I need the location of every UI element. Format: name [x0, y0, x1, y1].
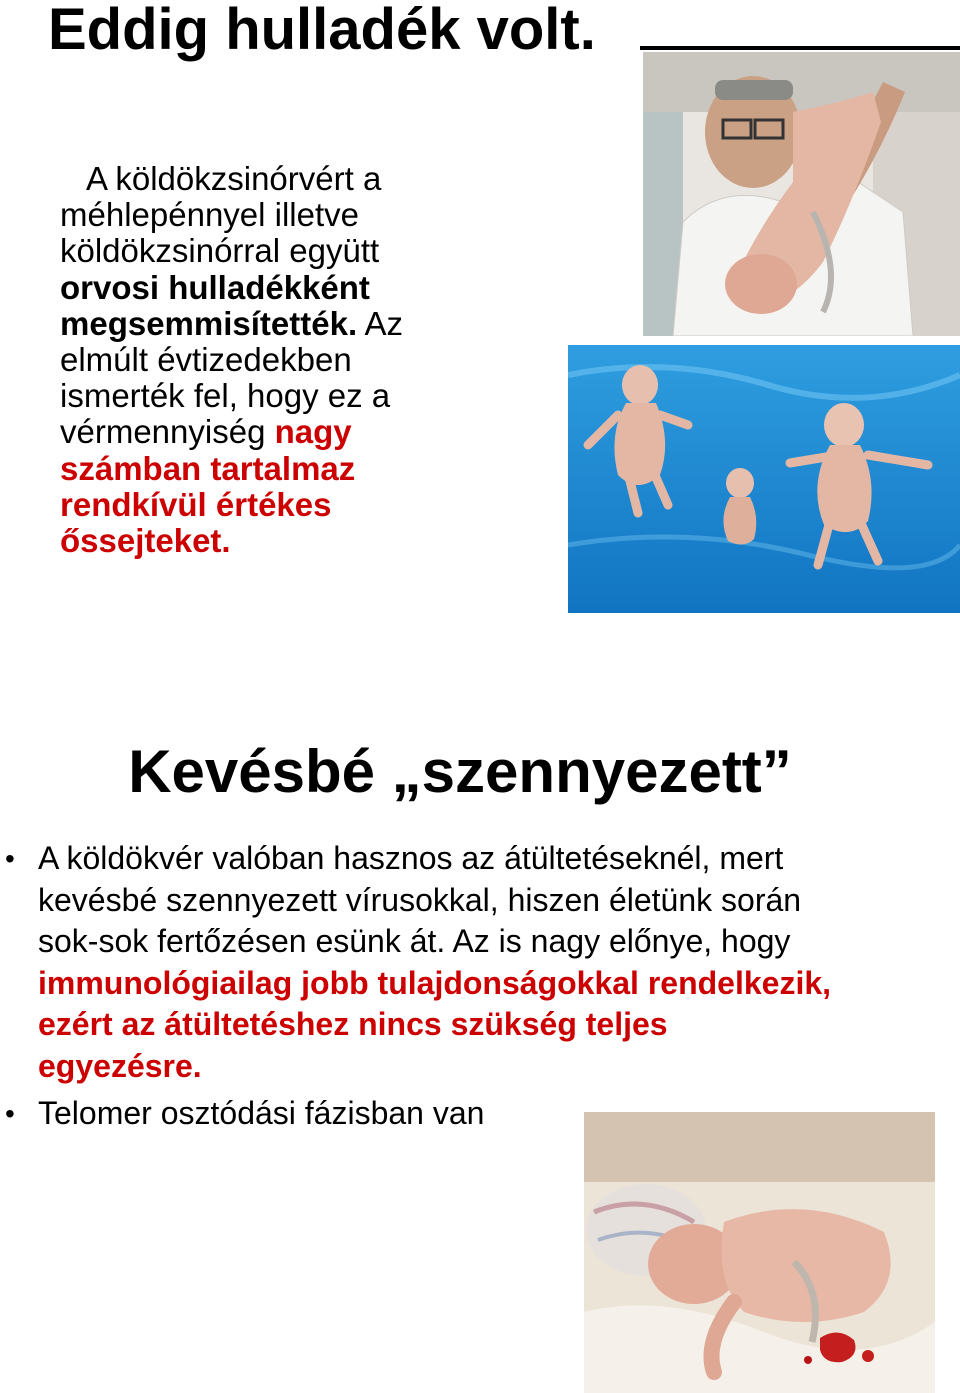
- photo-babies-underwater: [568, 345, 960, 613]
- list-item: [0, 838, 840, 1087]
- intro-text-1: A köldökzsinórvért a méhlepénnyel illetve köldökzsinórral együtt: [60, 160, 382, 270]
- bullet-icon: •: [5, 843, 15, 874]
- intro-bold-text: orvosi hulladékként megsemmisítették.: [60, 268, 370, 342]
- section-heading: Kevésbé „szennyezett”: [128, 738, 792, 805]
- intro-text-2: Az elmúlt évtizedekben ismerték fel, hogy ez a vérmennyiség: [60, 304, 403, 451]
- bullet-text: A köldökvér valóban hasznos az átültetéseknél, mert kevésbé szennyezett vírusokkal, hiszen életünk során sok-sok fertőzésen esünk át. Az is nagy előnye, hogy: [38, 840, 802, 959]
- page-title: Eddig hulladék volt.: [48, 0, 596, 62]
- photo-man-holding-newborn: [643, 52, 960, 336]
- title-divider: [640, 46, 960, 50]
- bullet-highlight-text: immunológiailag jobb tulajdonságokkal rendelkezik, ezért az átültetéshez nincs szükség teljes egyezésre.: [38, 964, 832, 1084]
- bullet-icon: •: [5, 1098, 15, 1129]
- bullet-list: [0, 838, 840, 1135]
- photo-newborn-on-blanket: [584, 1112, 935, 1393]
- intro-paragraph: [60, 161, 470, 559]
- bullet-text: Telomer osztódási fázisban van: [38, 1095, 485, 1131]
- intro-highlight-text: nagy számban tartalmaz rendkívül értékes őssejteket.: [60, 413, 356, 560]
